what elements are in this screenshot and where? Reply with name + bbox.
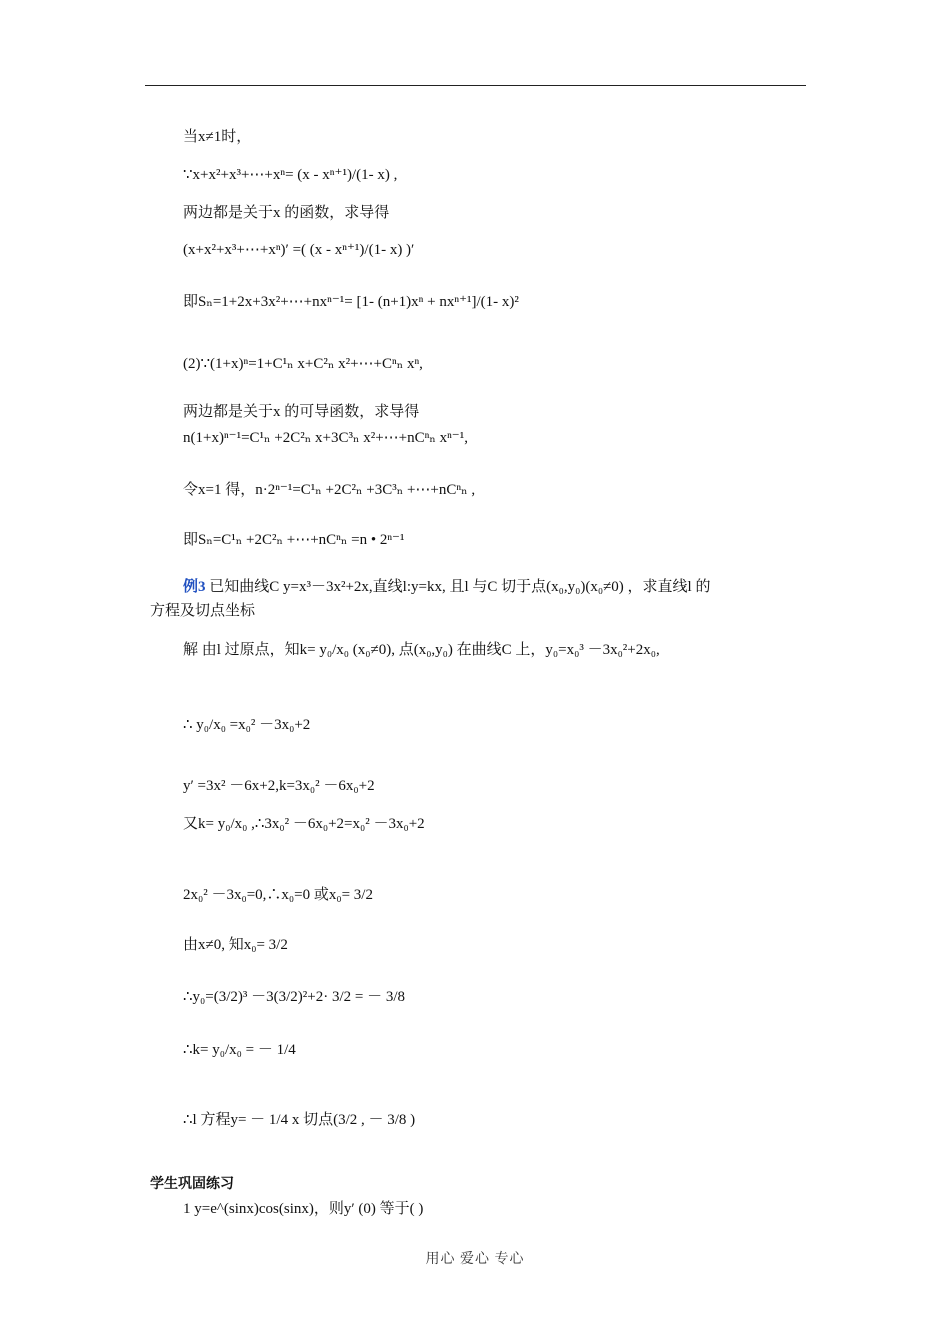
text-line: (x+x²+x³+⋯+xⁿ)′ =( (x - xⁿ⁺¹)/(1- x) )′	[183, 242, 415, 258]
text-line: ∵x+x²+x³+⋯+xⁿ= (x - xⁿ⁺¹)/(1- x) ,	[183, 167, 398, 183]
text-line: 令x=1 得，n·2ⁿ⁻¹=C¹ₙ +2C²ₙ +3C³ₙ +⋯+nCⁿₙ ,	[183, 482, 476, 498]
page-footer: 用心 爱心 专心	[425, 1252, 525, 1267]
text-line: y′ =3x² －6x+2,k=3x₀² －6x₀+2	[183, 778, 375, 794]
text-line: 又k= y₀/x₀ ,∴3x₀² －6x₀+2=x₀² －3x₀+2	[183, 816, 425, 832]
text-line: 当x≠1时，	[183, 129, 252, 145]
text-line: 即Sₙ=1+2x+3x²+⋯+nxⁿ⁻¹= [1- (n+1)xⁿ + nxⁿ⁺¹]/(1- x)²	[183, 294, 519, 310]
text-line: ∴k= y₀/x₀ = － 1/4	[183, 1042, 296, 1058]
text-line: 即Sₙ=C¹ₙ +2C²ₙ +⋯+nCⁿₙ =n • 2ⁿ⁻¹	[183, 532, 405, 548]
example-text: 已知曲线C y=x³－3x²+2x,直线l:y=kx, 且l 与C 切于点(x₀,y₀)(x₀≠0) ，求直线l 的	[209, 579, 711, 595]
header-rule	[145, 85, 806, 86]
example-line	[183, 577, 710, 597]
text-line: 解 由l 过原点，知k= y₀/x₀ (x₀≠0), 点(x₀,y₀) 在曲线C 上，y₀=x₀³ －3x₀²+2x₀,	[183, 642, 660, 658]
text-line: 两边都是关于x 的函数，求导得	[183, 205, 390, 221]
text-line: n(1+x)ⁿ⁻¹=C¹ₙ +2C²ₙ x+3C³ₙ x²+⋯+nCⁿₙ xⁿ⁻¹,	[183, 430, 468, 446]
text-line: (2)∵(1+x)ⁿ=1+C¹ₙ x+C²ₙ x²+⋯+Cⁿₙ xⁿ,	[183, 356, 423, 372]
text-line: ∴l 方程y= － 1/4 x 切点(3/2 , － 3/8 )	[183, 1112, 416, 1128]
text-line: 由x≠0, 知x₀= 3/2	[183, 937, 288, 953]
section-heading: 学生巩固练习	[150, 1176, 234, 1192]
text-line: ∴ y₀/x₀ =x₀² －3x₀+2	[183, 717, 311, 733]
text-line: 1 y=e^(sinx)cos(sinx)，则y′ (0) 等于( )	[183, 1201, 424, 1217]
text-line: 2x₀² －3x₀=0,∴x₀=0 或x₀= 3/2	[183, 887, 373, 903]
text-line: 两边都是关于x 的可导函数，求导得	[183, 404, 420, 420]
text-line: ∴y₀=(3/2)³ －3(3/2)²+2· 3/2 = － 3/8	[183, 989, 406, 1005]
text-line: 方程及切点坐标	[150, 603, 256, 619]
example-label: 例3	[183, 579, 206, 595]
